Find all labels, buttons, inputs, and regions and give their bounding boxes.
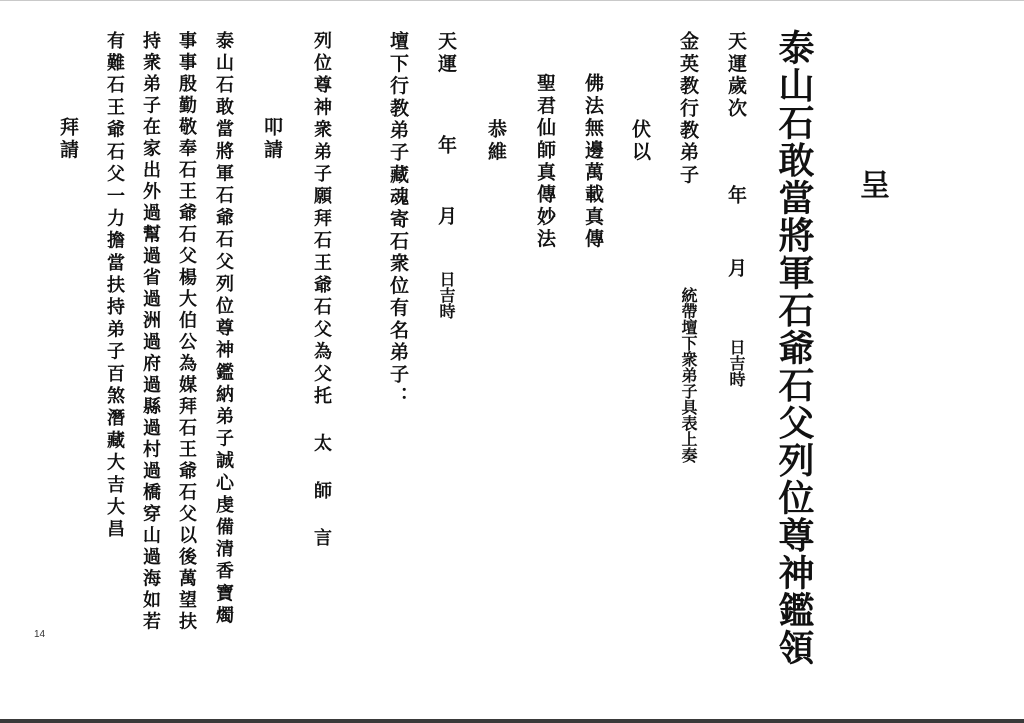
kou-qing: 叩請 bbox=[261, 117, 283, 162]
shishi-column: 事事殷勤敬奉石王爺石父楊大伯公為媒拜石王爺石父以後萬望扶 bbox=[176, 31, 197, 633]
tianyun-month: 月 bbox=[435, 206, 457, 229]
tianyun-day-hour: 日吉時 bbox=[437, 271, 456, 319]
title-mark: 呈 bbox=[854, 169, 889, 199]
page-number: 14 bbox=[34, 629, 46, 640]
bottom-border bbox=[0, 719, 1024, 723]
reign-prefix: 天運歲次 bbox=[725, 31, 747, 120]
document-title: 泰山石敢當將軍石爺石父列位尊神鑑領 bbox=[773, 29, 815, 667]
reign-month: 月 bbox=[725, 258, 747, 281]
lie-wei-column: 列位尊神衆弟子願拜石王爺石父為父托 太 師 言 bbox=[311, 31, 332, 551]
fu-yi: 伏以 bbox=[629, 119, 651, 164]
fofa-column: 佛法無邊萬載真傳 bbox=[582, 73, 604, 251]
sender-column: 金英教行教弟子 bbox=[677, 31, 699, 187]
tan-xia-column: 壇下行教弟子藏魂寄石衆位有名弟子： bbox=[387, 31, 409, 409]
reign-day-hour: 日吉時 bbox=[727, 339, 746, 387]
shengjun-column: 聖君仙師真傳妙法 bbox=[534, 73, 556, 251]
bai-qing: 拜請 bbox=[57, 117, 79, 162]
leader-column: 統帶壇下衆弟子具表上奏 bbox=[679, 287, 698, 463]
taishan-column: 泰山石敢當將軍石爺石父列位尊神鑑納弟子誠心虔備清香寶燭 bbox=[213, 31, 234, 628]
reign-year: 年 bbox=[725, 185, 747, 208]
chi-column: 持衆弟子在家出外過幫過省過洲過府過縣過村過橋穿山過海如若 bbox=[140, 31, 161, 633]
you-nan-column: 有難石王爺石父一力擔當扶持弟子百煞潛藏大吉大昌 bbox=[104, 31, 125, 542]
tianyun-year: 年 bbox=[435, 135, 457, 158]
tianyun-prefix: 天運 bbox=[435, 31, 457, 76]
gong-wei: 恭維 bbox=[485, 119, 507, 164]
